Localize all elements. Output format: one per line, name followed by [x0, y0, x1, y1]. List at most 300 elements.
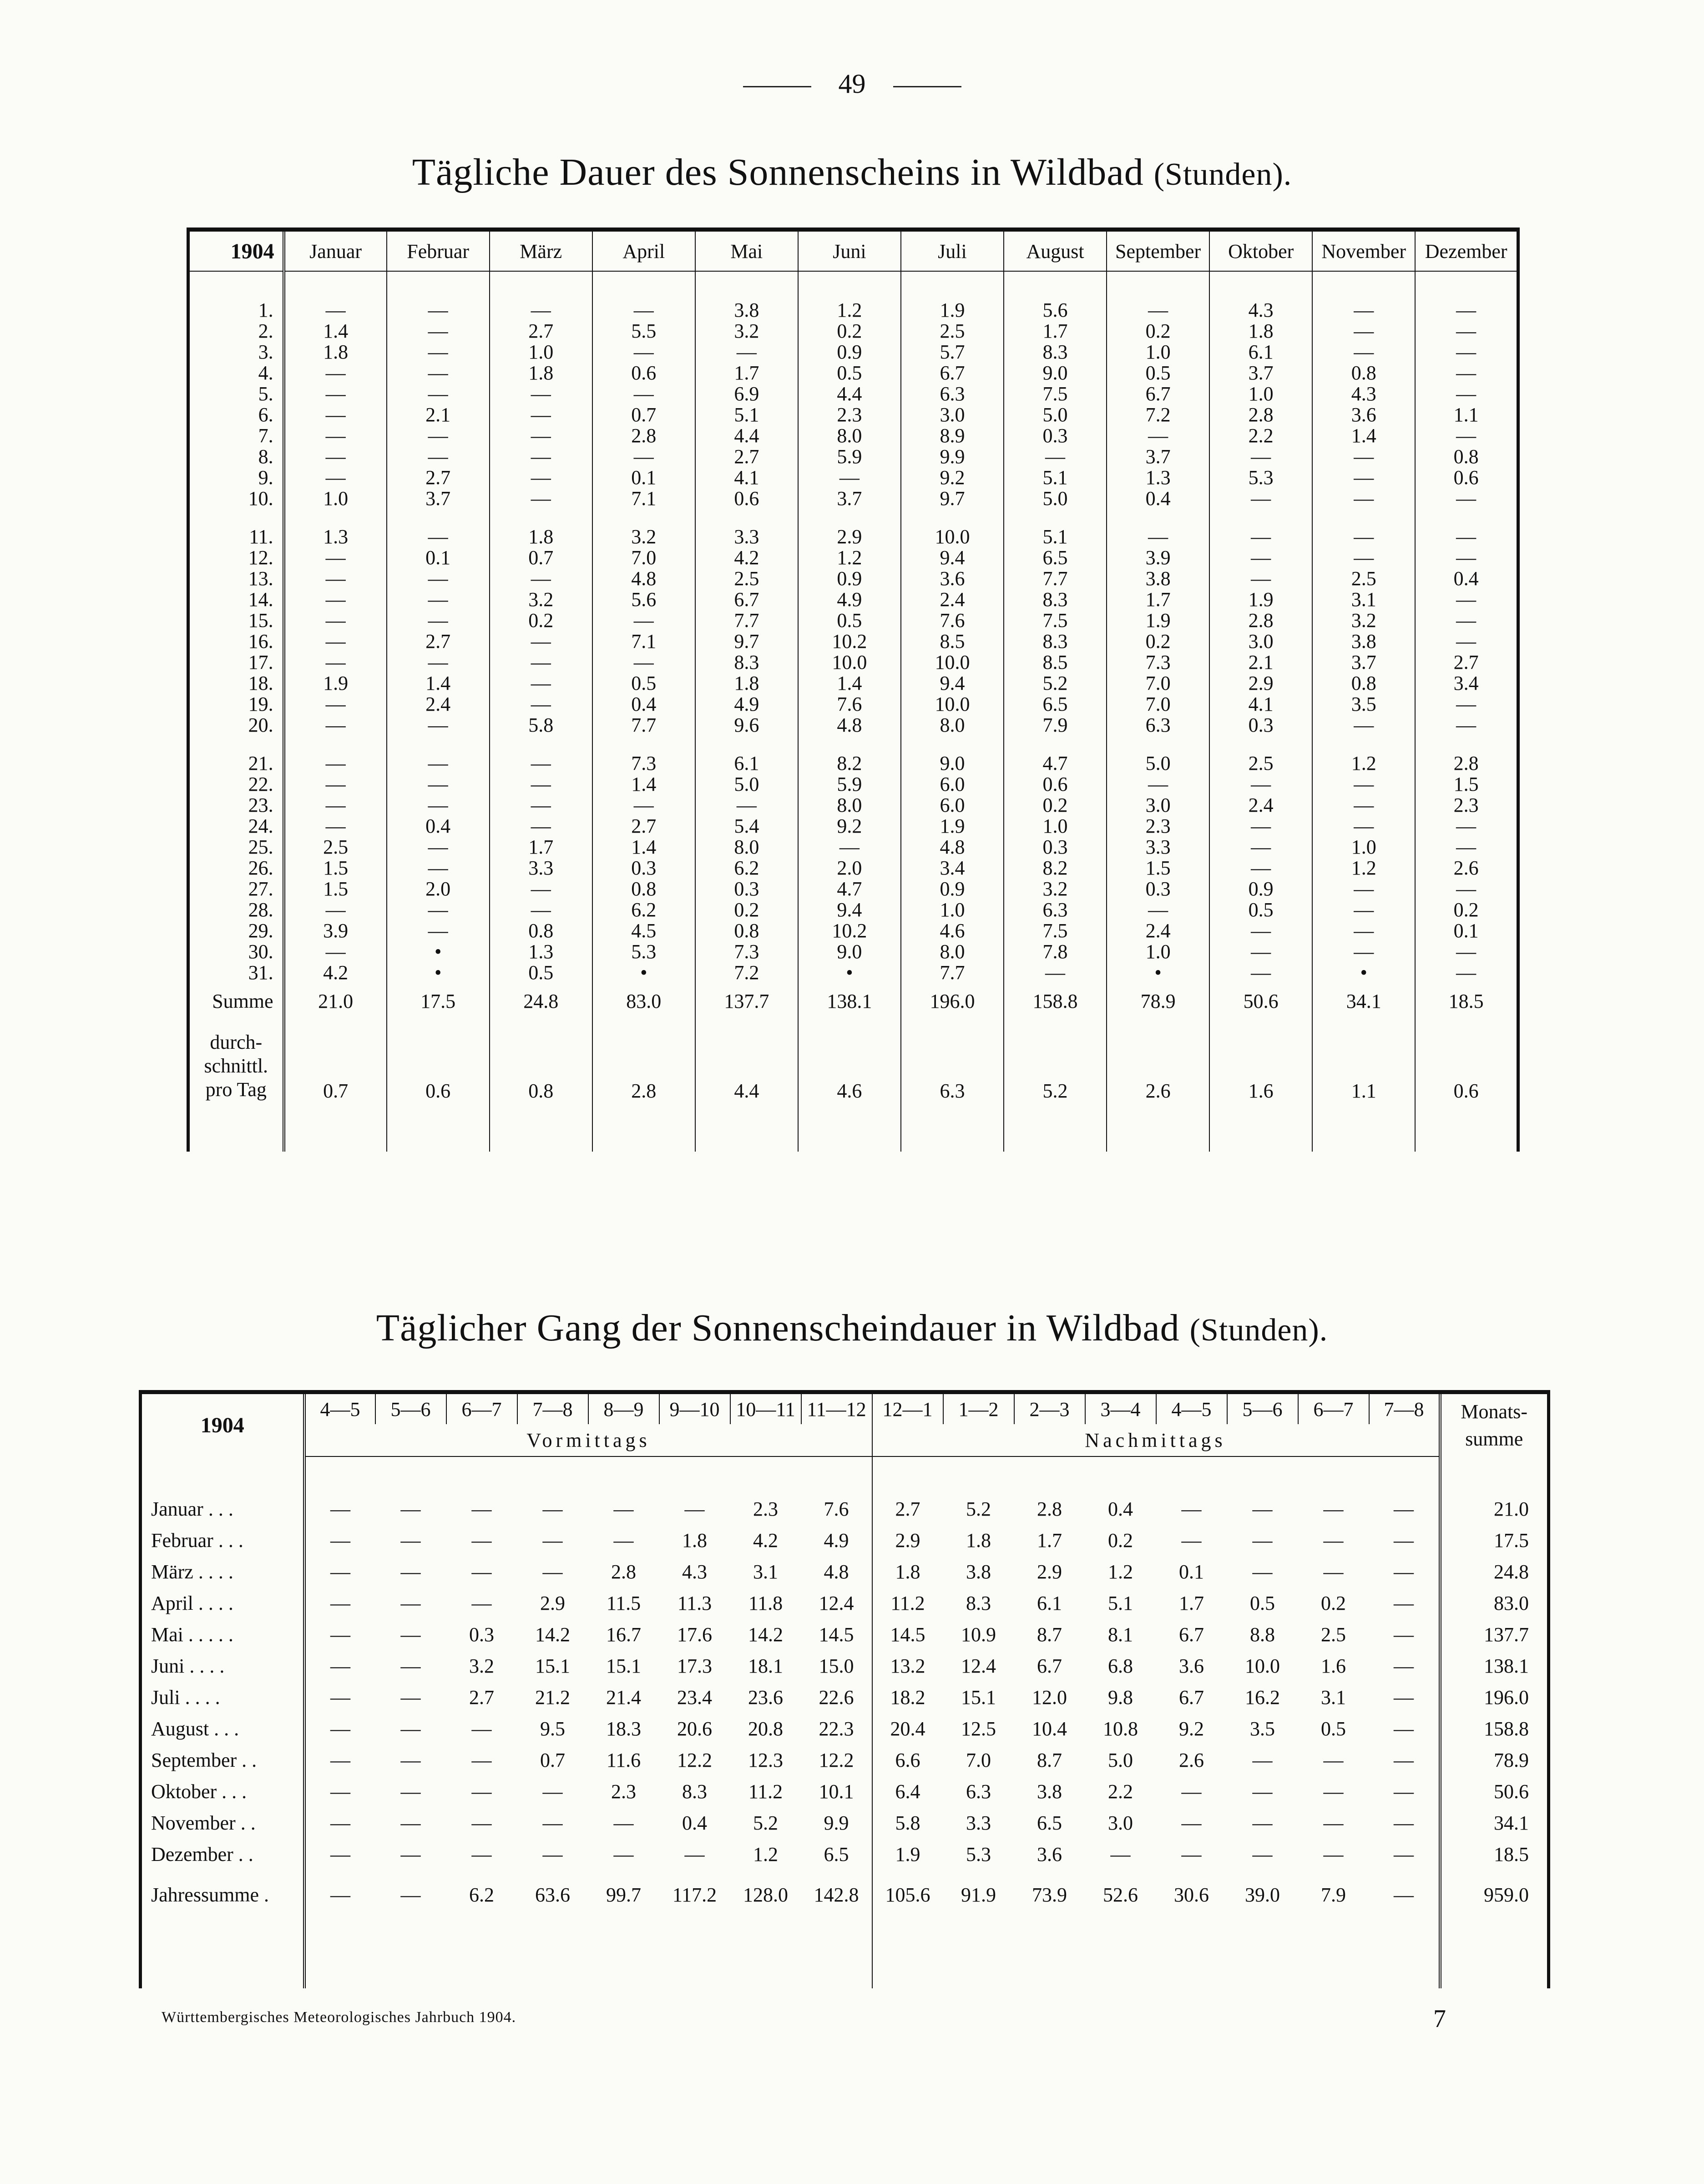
sunshine-value: 0.5	[592, 673, 695, 694]
hourly-value: 3.6	[1179, 1655, 1204, 1677]
hourly-value: 20.4	[890, 1718, 925, 1740]
table-row	[188, 652, 1518, 673]
sunshine-value: 0.3	[1004, 425, 1107, 446]
sunshine-value: 2.7	[490, 321, 592, 342]
hourly-value: 8.7	[1037, 1749, 1062, 1771]
hourly-value: 10.1	[801, 1776, 872, 1807]
sunshine-value: 2.0	[798, 858, 901, 879]
durchschnitt-label-line: schnittl.	[204, 1055, 268, 1077]
sunshine-value: 5.7	[901, 342, 1004, 363]
spacer-cell	[1227, 1920, 1298, 1988]
durchschnitt-value: 2.8	[592, 1020, 695, 1120]
hourly-value: —	[1394, 1592, 1414, 1614]
sunshine-value: 1.9	[1209, 589, 1312, 610]
spacer-cell	[1312, 509, 1415, 526]
spacer-cell	[1369, 1456, 1440, 1493]
hourly-value: 1.8	[966, 1529, 991, 1552]
sunshine-value: —	[592, 384, 695, 404]
sunshine-value: 1.7	[1107, 589, 1209, 610]
hourly-value: —	[400, 1718, 421, 1740]
hourly-value: —	[542, 1780, 563, 1803]
hourly-value: —	[471, 1529, 492, 1552]
hourly-value: —	[1394, 1749, 1414, 1771]
sunshine-value: —	[1312, 774, 1415, 795]
hour-header: 8—9	[588, 1392, 659, 1425]
hourly-value: —	[1252, 1529, 1273, 1552]
spacer-cell	[517, 1920, 588, 1988]
hourly-value: —	[1394, 1884, 1414, 1906]
durchschnitt-value: 0.7	[284, 1020, 387, 1120]
table-row	[141, 1682, 1549, 1713]
hourly-value: 91.9	[961, 1884, 996, 1906]
sunshine-value: 0.5	[1107, 363, 1209, 384]
hourly-value: 2.9	[540, 1592, 565, 1614]
spacer-cell	[1107, 509, 1209, 526]
hourly-value: —	[400, 1884, 421, 1906]
sunshine-value: —	[1415, 384, 1518, 404]
hourly-value: —	[400, 1592, 421, 1614]
summe-value: 21.0	[284, 983, 387, 1020]
spacer-cell	[872, 1920, 943, 1988]
sunshine-value: 10.0	[901, 526, 1004, 547]
day-label: 27.	[188, 879, 284, 900]
summe-row	[188, 983, 1518, 1020]
spacer-cell	[798, 1120, 901, 1152]
day-label: 17.	[188, 652, 284, 673]
sunshine-value: 1.8	[1209, 321, 1312, 342]
hour-header: 10—11	[730, 1392, 801, 1425]
hourly-value: 128.0	[743, 1884, 788, 1906]
title-daily-sunshine-unit: (Stunden).	[1153, 157, 1292, 192]
sunshine-value: •	[1312, 962, 1415, 983]
sunshine-value: —	[284, 715, 387, 736]
hourly-value: 6.7	[1179, 1623, 1204, 1646]
hourly-value: —	[330, 1623, 350, 1646]
hourly-value: 14.2	[748, 1623, 783, 1646]
sunshine-value: —	[490, 467, 592, 488]
sunshine-value: —	[1209, 488, 1312, 509]
hourly-value: 11.2	[890, 1592, 925, 1614]
hourly-value: 2.9	[1037, 1561, 1062, 1583]
spacer-cell	[1415, 509, 1518, 526]
hourly-value: 73.9	[1032, 1884, 1067, 1906]
hourly-value: 3.1	[1321, 1686, 1346, 1709]
sunshine-value: 6.5	[1004, 547, 1107, 568]
table-row	[188, 858, 1518, 879]
sunshine-value: 0.2	[798, 321, 901, 342]
hourly-value: 10.0	[1245, 1655, 1280, 1677]
spacer-cell	[695, 736, 798, 753]
spacer-cell	[387, 509, 490, 526]
hourly-value: —	[1323, 1780, 1344, 1803]
spacer-cell	[1085, 1920, 1156, 1988]
table-row	[141, 1713, 1549, 1744]
sunshine-value: —	[1209, 547, 1312, 568]
hourly-value: 21.4	[606, 1686, 641, 1709]
sunshine-value: 1.2	[798, 300, 901, 321]
sunshine-value: —	[1209, 816, 1312, 837]
sunshine-value: —	[284, 547, 387, 568]
hourly-value: 5.0	[1108, 1749, 1133, 1771]
sunshine-value: —	[284, 941, 387, 962]
sunshine-value: 9.2	[798, 816, 901, 837]
sunshine-value: 1.0	[1312, 837, 1415, 858]
sunshine-value: —	[387, 774, 490, 795]
month-label: Februar . . .	[141, 1525, 304, 1556]
table-hourly-sunshine	[139, 1390, 1550, 1988]
sunshine-value: 3.2	[490, 589, 592, 610]
hourly-value: 6.6	[895, 1749, 920, 1771]
day-label: 11.	[188, 526, 284, 547]
sunshine-value: 0.7	[592, 404, 695, 425]
sunshine-value: 8.2	[1004, 858, 1107, 879]
sunshine-value: 4.8	[901, 837, 1004, 858]
sunshine-value: 6.9	[695, 384, 798, 404]
hourly-value: —	[1252, 1843, 1273, 1866]
summe-value: 138.1	[798, 983, 901, 1020]
day-label: 12.	[188, 547, 284, 568]
sunshine-value: —	[490, 404, 592, 425]
spacer-cell	[1107, 1120, 1209, 1152]
sunshine-value: 5.3	[592, 941, 695, 962]
spacer-cell	[446, 1920, 517, 1988]
sunshine-value: —	[1415, 631, 1518, 652]
table-row	[188, 879, 1518, 900]
hourly-value: —	[400, 1529, 421, 1552]
spacer-cell	[1085, 1456, 1156, 1493]
hourly-value: —	[330, 1843, 350, 1866]
month-header: Februar	[387, 230, 490, 272]
hourly-value: 1.8	[895, 1561, 920, 1583]
spacer-cell	[1014, 1920, 1085, 1988]
monatssumme-value: 196.0	[1440, 1682, 1549, 1713]
sunshine-value: —	[1415, 425, 1518, 446]
sunshine-value: —	[1209, 962, 1312, 983]
spacer-cell	[1440, 1920, 1549, 1988]
sunshine-value: 8.3	[695, 652, 798, 673]
hourly-value: 99.7	[606, 1884, 641, 1906]
day-label: 24.	[188, 816, 284, 837]
day-label: 7.	[188, 425, 284, 446]
hourly-value: 20.6	[677, 1718, 712, 1740]
sunshine-value: 7.3	[1107, 652, 1209, 673]
hourly-value: —	[542, 1529, 563, 1552]
hourly-value: 0.2	[1321, 1592, 1346, 1614]
sunshine-value: 5.4	[695, 816, 798, 837]
hourly-value: —	[1181, 1529, 1202, 1552]
sunshine-value: —	[490, 446, 592, 467]
sunshine-value: —	[284, 694, 387, 715]
durchschnitt-value: 0.8	[490, 1020, 592, 1120]
hourly-value: —	[1394, 1529, 1414, 1552]
hourly-value: 8.1	[1108, 1623, 1133, 1646]
sunshine-value: 1.0	[1107, 342, 1209, 363]
sunshine-value: 9.4	[901, 673, 1004, 694]
hourly-value: 2.3	[753, 1498, 778, 1520]
sunshine-value: —	[1415, 837, 1518, 858]
hourly-value: —	[330, 1498, 350, 1520]
durchschnitt-value: 4.6	[798, 1020, 901, 1120]
hourly-value: —	[1394, 1561, 1414, 1583]
sunshine-value: 6.3	[901, 384, 1004, 404]
sunshine-value: —	[1004, 446, 1107, 467]
sunshine-value: 4.1	[695, 467, 798, 488]
spacer-cell	[659, 1920, 730, 1988]
sunshine-value: 6.2	[592, 900, 695, 920]
summe-value: 83.0	[592, 983, 695, 1020]
sunshine-value: 2.5	[1312, 568, 1415, 589]
hourly-value: 3.3	[966, 1812, 991, 1834]
spacer-cell	[1298, 1456, 1369, 1493]
sunshine-value: —	[387, 715, 490, 736]
hourly-value: 5.1	[1108, 1592, 1133, 1614]
hourly-value: 2.8	[1037, 1498, 1062, 1520]
sunshine-value: 4.2	[284, 962, 387, 983]
hourly-value: 20.8	[748, 1718, 783, 1740]
sunshine-value: 9.7	[695, 631, 798, 652]
spacer-cell	[1156, 1456, 1227, 1493]
sunshine-value: —	[490, 694, 592, 715]
day-label: 19.	[188, 694, 284, 715]
hourly-value: 1.9	[895, 1843, 920, 1866]
table-daily-sunshine-body	[188, 271, 1518, 1152]
sunshine-value: 6.2	[695, 858, 798, 879]
hourly-value: 11.6	[606, 1749, 641, 1771]
hourly-value: 0.4	[682, 1812, 707, 1834]
hourly-value: —	[1394, 1686, 1414, 1709]
hour-header: 12—1	[872, 1392, 943, 1425]
sunshine-value: 7.2	[695, 962, 798, 983]
month-label: Jahressumme .	[141, 1870, 304, 1920]
sunshine-value: —	[284, 446, 387, 467]
sunshine-value: 2.4	[1209, 795, 1312, 816]
sunshine-value: 3.7	[1209, 363, 1312, 384]
hourly-value: —	[542, 1561, 563, 1583]
title-daily-sunshine-main: Tägliche Dauer des Sonnenscheins in Wildbad	[412, 151, 1144, 193]
hourly-value: —	[471, 1561, 492, 1583]
spacer-cell	[659, 1456, 730, 1493]
sunshine-value: 0.9	[1209, 879, 1312, 900]
spacer-cell	[188, 736, 284, 753]
hourly-value: 12.0	[1032, 1686, 1067, 1709]
hourly-value: 14.5	[890, 1623, 925, 1646]
sunshine-value: 2.9	[798, 526, 901, 547]
sunshine-value: 2.0	[387, 879, 490, 900]
hourly-value: —	[542, 1498, 563, 1520]
sunshine-value: 7.7	[592, 715, 695, 736]
sunshine-value: 8.0	[798, 425, 901, 446]
sunshine-value: 1.4	[284, 321, 387, 342]
sunshine-value: 0.8	[1312, 673, 1415, 694]
hourly-value: —	[1252, 1561, 1273, 1583]
table-row	[188, 816, 1518, 837]
hourly-value: 3.8	[1037, 1780, 1062, 1803]
hourly-value: —	[1181, 1812, 1202, 1834]
table-row	[188, 568, 1518, 589]
sunshine-value: 3.1	[1312, 589, 1415, 610]
sunshine-value: —	[387, 568, 490, 589]
sunshine-value: 0.9	[901, 879, 1004, 900]
hourly-value: —	[684, 1498, 705, 1520]
hourly-value: 11.5	[606, 1592, 641, 1614]
hourly-value: —	[542, 1812, 563, 1834]
sunshine-value: —	[284, 610, 387, 631]
durchschnitt-value: 1.6	[1209, 1020, 1312, 1120]
page-signature-mark: 7	[1433, 2005, 1446, 2033]
sunshine-value: 6.1	[1209, 342, 1312, 363]
hourly-value: —	[1110, 1843, 1131, 1866]
sunshine-value: 7.3	[592, 753, 695, 774]
day-label: 31.	[188, 962, 284, 983]
sunshine-value: —	[1107, 425, 1209, 446]
sunshine-value: 1.0	[1209, 384, 1312, 404]
hourly-value: —	[400, 1561, 421, 1583]
sunshine-value: 3.0	[1209, 631, 1312, 652]
sunshine-value: 9.4	[798, 900, 901, 920]
sunshine-value: 3.7	[1107, 446, 1209, 467]
hourly-value: 0.5	[1250, 1592, 1275, 1614]
sunshine-value: 3.8	[695, 300, 798, 321]
hourly-value: 0.1	[1179, 1561, 1204, 1583]
sunshine-value: 3.0	[901, 404, 1004, 425]
sunshine-value: —	[284, 300, 387, 321]
table-row	[188, 547, 1518, 568]
sunshine-value: 9.6	[695, 715, 798, 736]
sunshine-value: 8.0	[901, 941, 1004, 962]
sunshine-value: —	[387, 795, 490, 816]
sunshine-value: 3.5	[1312, 694, 1415, 715]
sunshine-value: 5.0	[1107, 753, 1209, 774]
hour-header: 1—2	[943, 1392, 1014, 1425]
hourly-value: 2.3	[611, 1780, 636, 1803]
hourly-value: 6.5	[1037, 1812, 1062, 1834]
hourly-value: —	[471, 1780, 492, 1803]
spacer-cell	[695, 271, 798, 300]
sunshine-value: —	[284, 363, 387, 384]
sunshine-value: 0.1	[1415, 920, 1518, 941]
spacer-cell	[1004, 509, 1107, 526]
sunshine-value: 1.5	[284, 879, 387, 900]
sunshine-value: 0.3	[1004, 837, 1107, 858]
spacer-cell	[1209, 509, 1312, 526]
sunshine-value: 0.8	[695, 920, 798, 941]
monatssumme-value: 83.0	[1440, 1587, 1549, 1619]
sunshine-value: —	[490, 652, 592, 673]
day-label: 26.	[188, 858, 284, 879]
hourly-value: 4.9	[801, 1525, 872, 1556]
hour-header: 11—12	[801, 1392, 872, 1425]
hourly-value: —	[542, 1843, 563, 1866]
sunshine-value: 8.3	[1004, 342, 1107, 363]
sunshine-value: 9.7	[901, 488, 1004, 509]
day-label: 3.	[188, 342, 284, 363]
sunshine-value: —	[1312, 795, 1415, 816]
table-row	[188, 404, 1518, 425]
sunshine-value: 3.7	[387, 488, 490, 509]
sunshine-value: 2.1	[1209, 652, 1312, 673]
spacer-cell	[943, 1456, 1014, 1493]
sunshine-value: —	[1312, 446, 1415, 467]
sunshine-value: 0.2	[490, 610, 592, 631]
monatssumme-header	[1440, 1392, 1549, 1457]
hourly-value: 6.5	[801, 1839, 872, 1870]
table-row	[141, 1744, 1549, 1776]
durchschnitt-value: 1.1	[1312, 1020, 1415, 1120]
sunshine-value: —	[1415, 547, 1518, 568]
sunshine-value: 6.3	[1004, 900, 1107, 920]
sunshine-value: 2.8	[1209, 610, 1312, 631]
spacer-cell	[375, 1456, 446, 1493]
hourly-value: 12.4	[961, 1655, 996, 1677]
sunshine-value: 2.4	[1107, 920, 1209, 941]
month-label: Januar . . .	[141, 1493, 304, 1525]
hourly-value: —	[330, 1686, 350, 1709]
sunshine-value: 5.1	[695, 404, 798, 425]
hourly-value: —	[330, 1561, 350, 1583]
sunshine-value: —	[284, 467, 387, 488]
sunshine-value: 7.0	[592, 547, 695, 568]
hourly-value: —	[1323, 1749, 1344, 1771]
sunshine-value: 3.2	[1004, 879, 1107, 900]
sunshine-value: 1.0	[1107, 941, 1209, 962]
hourly-value: —	[1323, 1561, 1344, 1583]
sunshine-value: 2.3	[798, 404, 901, 425]
hourly-value: 16.2	[1245, 1686, 1280, 1709]
page-number-dash-left	[743, 86, 811, 87]
hourly-value: —	[1181, 1843, 1202, 1866]
hourly-value: 7.0	[966, 1749, 991, 1771]
sunshine-value: 7.2	[1107, 404, 1209, 425]
sunshine-value: —	[387, 652, 490, 673]
sunshine-value: —	[490, 488, 592, 509]
month-header: März	[490, 230, 592, 272]
spacer-cell	[1415, 1120, 1518, 1152]
sunshine-value: 1.7	[1004, 321, 1107, 342]
sunshine-value: —	[490, 568, 592, 589]
spacer-cell	[872, 1456, 943, 1493]
spacer-cell	[304, 1920, 375, 1988]
sunshine-value: 1.9	[1107, 610, 1209, 631]
spacer-cell	[188, 509, 284, 526]
hourly-value: 6.4	[895, 1780, 920, 1803]
hour-header: 5—6	[375, 1392, 446, 1425]
sunshine-value: —	[490, 673, 592, 694]
hourly-value: —	[1394, 1812, 1414, 1834]
hourly-value: —	[471, 1718, 492, 1740]
hourly-value: 18.1	[748, 1655, 783, 1677]
table-row	[188, 920, 1518, 941]
hourly-value: 0.7	[540, 1749, 565, 1771]
summe-value: 196.0	[901, 983, 1004, 1020]
sunshine-value: 3.6	[1312, 404, 1415, 425]
hour-header: 7—8	[517, 1392, 588, 1425]
spacer-cell	[695, 1120, 798, 1152]
day-label: 21.	[188, 753, 284, 774]
durchschnitt-label	[188, 1020, 284, 1120]
sunshine-value: 2.4	[901, 589, 1004, 610]
sunshine-value: 8.2	[798, 753, 901, 774]
sunshine-value: 6.7	[1107, 384, 1209, 404]
sunshine-value: 2.7	[592, 816, 695, 837]
sunshine-value: 3.2	[695, 321, 798, 342]
sunshine-value: 0.9	[798, 568, 901, 589]
sunshine-value: —	[284, 753, 387, 774]
sunshine-value: 2.8	[592, 425, 695, 446]
hourly-value: 17.3	[677, 1655, 712, 1677]
hourly-value: 23.6	[748, 1686, 783, 1709]
hour-header: 9—10	[659, 1392, 730, 1425]
spacer-cell	[188, 1120, 284, 1152]
